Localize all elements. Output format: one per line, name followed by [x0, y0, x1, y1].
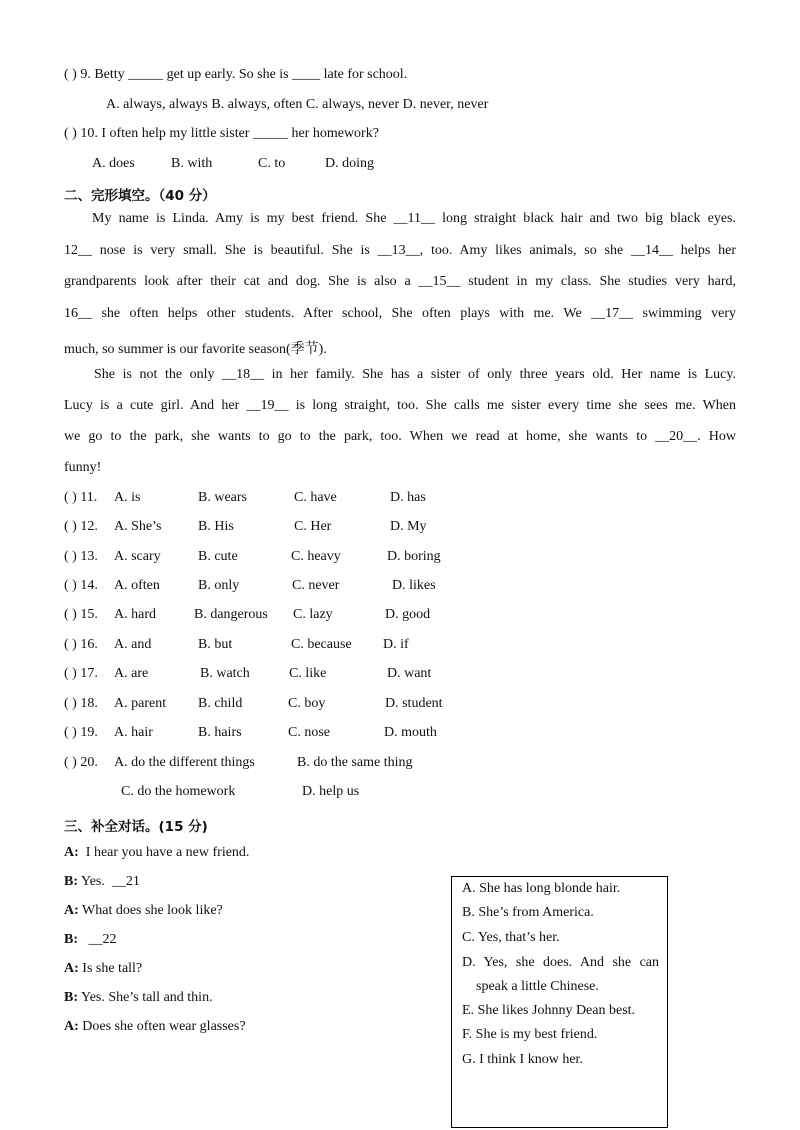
choice-item: speak a little Chinese. — [476, 979, 599, 994]
option-a: A. is — [114, 490, 141, 505]
option-a: A. scary — [114, 549, 161, 564]
utterance: Does she often wear glasses? — [78, 1019, 246, 1034]
option-d: D. good — [385, 607, 431, 622]
dialogue-line — [64, 932, 117, 948]
choice-item: D. Yes, she does. And she can — [462, 955, 659, 970]
section3-title: 三、补全对话。(15 分) — [64, 819, 208, 835]
option-c: C. never — [292, 578, 340, 593]
utterance: What does she look like? — [78, 903, 223, 918]
speaker: B: — [64, 990, 78, 1005]
option-d: D. has — [390, 490, 426, 505]
cloze-line: Lucy is a cute girl. And her __19__ is long straight, too. She calls me sister every time she sees me. When — [64, 398, 736, 413]
q10-option-d: D. doing — [325, 156, 374, 171]
option-b: B. wears — [198, 490, 247, 505]
question-number: ( ) 14. — [64, 578, 98, 593]
option-d: D. boring — [387, 549, 441, 564]
cloze-line: grandparents look after their cat and dog. She is also a __15__ student in my class. She studies very hard, — [64, 274, 736, 289]
option-c: C. like — [289, 666, 327, 681]
speaker: A: — [64, 1019, 79, 1034]
option-a: A. and — [114, 637, 152, 652]
cloze-line: funny! — [64, 460, 102, 475]
option-b: B. child — [198, 696, 243, 711]
question-number: ( ) 11. — [64, 490, 98, 505]
cloze-line: She is not the only __18__ in her family. She has a sister of only three years old. Her name is Lucy. — [94, 367, 736, 382]
option-d: D. My — [390, 519, 427, 534]
option-c: C. lazy — [293, 607, 333, 622]
option-c: C. because — [291, 637, 352, 652]
cloze-line: 12__ nose is very small. She is beautiful. She is __13__, too. Amy likes animals, so she __14__ helps her — [64, 243, 736, 258]
option-c: C. heavy — [291, 549, 341, 564]
choice-item: E. She likes Johnny Dean best. — [462, 1003, 636, 1018]
option-b: B. His — [198, 519, 234, 534]
dialogue-line — [64, 874, 140, 890]
option-b: B. hairs — [198, 725, 242, 740]
question-number: ( ) 18. — [64, 696, 98, 711]
speaker: B: — [64, 874, 78, 889]
option-b: B. but — [198, 637, 233, 652]
option-d: D. want — [387, 666, 432, 681]
speaker: A: — [64, 903, 79, 918]
option-a: A. hair — [114, 725, 153, 740]
option-d: D. help us — [302, 784, 360, 799]
option-b: B. cute — [198, 549, 238, 564]
q10-option-c: C. to — [258, 156, 286, 171]
option-a: A. often — [114, 578, 160, 593]
option-c: C. have — [294, 490, 337, 505]
q10-option-b: B. with — [171, 156, 213, 171]
option-a: A. She’s — [114, 519, 162, 534]
option-c: C. Her — [294, 519, 332, 534]
utterance: __22 — [78, 932, 117, 947]
option-a: A. hard — [114, 607, 156, 622]
question-number: ( ) 20. — [64, 755, 98, 770]
q10-option-a: A. does — [92, 156, 135, 171]
utterance: Is she tall? — [78, 961, 143, 976]
choice-item: C. Yes, that’s her. — [462, 930, 560, 945]
option-c: C. do the homework — [121, 784, 236, 799]
question-number: ( ) 16. — [64, 637, 98, 652]
option-a: A. do the different things — [114, 755, 255, 770]
option-b: B. do the same thing — [297, 755, 413, 770]
option-a: A. parent — [114, 696, 167, 711]
speaker: B: — [64, 932, 78, 947]
dialogue-line — [64, 1019, 246, 1035]
option-b: B. watch — [200, 666, 250, 681]
q9-options: A. always, always B. always, often C. always, never D. never, never — [106, 97, 489, 112]
dialogue-line — [64, 845, 249, 861]
option-a: A. are — [114, 666, 149, 681]
question-number: ( ) 17. — [64, 666, 98, 681]
option-d: D. student — [385, 696, 443, 711]
question-number: ( ) 15. — [64, 607, 98, 622]
dialogue-line — [64, 990, 213, 1006]
choice-item: B. She’s from America. — [462, 905, 594, 920]
option-d: D. mouth — [384, 725, 437, 740]
option-c: C. boy — [288, 696, 326, 711]
question-number: ( ) 12. — [64, 519, 98, 534]
option-d: D. likes — [392, 578, 436, 593]
cloze-line: My name is Linda. Amy is my best friend. She __11__ long straight black hair and two big black eyes. — [92, 211, 736, 226]
cloze-line: we go to the park, she wants to go to the park, too. When we read at home, she wants to __20__. How — [64, 429, 736, 444]
option-c: C. nose — [288, 725, 330, 740]
speaker: A: — [64, 845, 79, 860]
choices-box — [451, 876, 668, 1128]
dialogue-line — [64, 961, 142, 977]
choice-item: F. She is my best friend. — [462, 1027, 598, 1042]
utterance: I hear you have a new friend. — [78, 845, 250, 860]
q10-stem: ( ) 10. I often help my little sister _____ her homework? — [64, 126, 379, 141]
speaker: A: — [64, 961, 79, 976]
option-d: D. if — [383, 637, 409, 652]
cloze-line: much, so summer is our favorite season(季节). — [64, 342, 327, 357]
choice-item: A. She has long blonde hair. — [462, 881, 621, 896]
utterance: Yes. She’s tall and thin. — [78, 990, 213, 1005]
section2-title: 二、完形填空。（40 分） — [64, 188, 216, 204]
utterance: Yes. __21 — [78, 874, 140, 889]
option-b: B. dangerous — [194, 607, 268, 622]
question-number: ( ) 19. — [64, 725, 98, 740]
option-b: B. only — [198, 578, 240, 593]
cloze-line: 16__ she often helps other students. After school, She often plays with me. We __17__ swimming very — [64, 306, 736, 321]
choice-item: G. I think I know her. — [462, 1052, 583, 1067]
q9-stem: ( ) 9. Betty _____ get up early. So she is ____ late for school. — [64, 67, 408, 82]
question-number: ( ) 13. — [64, 549, 98, 564]
dialogue-line — [64, 903, 223, 919]
